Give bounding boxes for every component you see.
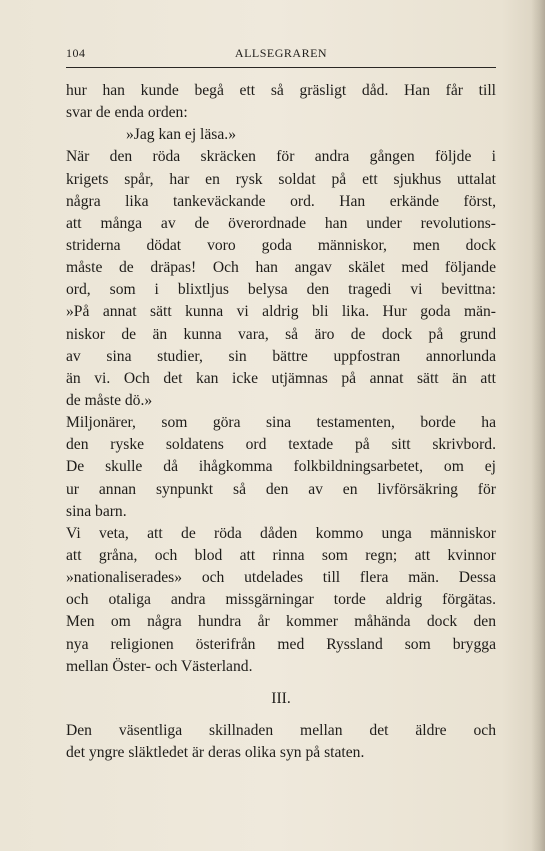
text-line: niskor de än kunna vara, så äro de dock på grund (66, 325, 496, 343)
text-line: Vi veta, att de röda dåden kommo unga människor (66, 524, 496, 542)
text-line: av sina studier, sin bättre uppfostran annorlunda (66, 347, 496, 365)
page-edge-shadow (531, 0, 545, 851)
section-gap (66, 710, 496, 720)
text-line: mellan Öster- och Västerland. (66, 657, 253, 675)
text-line: De skulle då ihågkomma folkbildningsarbetet, om ej (66, 458, 496, 476)
text-line: måste de dräpas! Och han angav skälet med följande (66, 259, 496, 277)
text-line: »Jag kan ej läsa.» (126, 126, 236, 144)
text-line: och otaliga andra missgärningar torde aldrig förgätas. (66, 591, 496, 609)
header-rule (66, 67, 496, 68)
text-line: att gråna, och blod att rinna som regn; att kvinnor (66, 546, 496, 564)
text-line: de måste dö.» (66, 391, 153, 409)
text-line: »På annat sätt kunna vi aldrig bli lika. Hur goda män- (66, 303, 496, 321)
body-text (66, 80, 496, 764)
text-line: ord, som i blixtljus belysa den tragedi vi bevittna: (66, 281, 496, 299)
page-number: 104 (66, 46, 86, 60)
text-line: ur annan synpunkt så den av en livförsäkring för (66, 480, 496, 498)
running-header (66, 46, 496, 64)
text-line: några lika tankeväckande ord. Han erkände först, (66, 192, 496, 210)
text-line: krigets spår, har en rysk soldat på ett sjukhus uttalat (66, 170, 496, 188)
section-gap (66, 678, 496, 688)
text-line: hur han kunde begå ett så gräsligt dåd. Han får till (66, 82, 496, 99)
text-line: Den väsentliga skillnaden mellan det äldre och (66, 721, 496, 739)
section-heading: III. (271, 689, 291, 707)
running-title: ALLSEGRAREN (234, 46, 328, 60)
text-line: Miljonärer, som göra sina testamenten, borde ha (66, 414, 496, 432)
text-line: Men om några hundra år kommer måhända dock den (66, 613, 496, 631)
text-line: det yngre släktledet är deras olika syn på staten. (66, 744, 365, 762)
text-line: än vi. Och det kan icke utjämnas på annat sätt än att (66, 369, 496, 387)
text-line: nya religionen österifrån med Ryssland som brygga (66, 635, 496, 653)
text-line: den ryske soldatens ord textade på sitt skrivbord. (66, 436, 496, 454)
text-line: sina barn. (66, 502, 127, 520)
text-line: »nationaliserades» och utdelades till flera män. Dessa (66, 569, 496, 587)
text-line: striderna dödat voro goda människor, men dock (66, 236, 496, 254)
text-line: att många av de överordnade han under revolutions- (66, 214, 496, 232)
text-line: När den röda skräcken för andra gången följde i (66, 148, 496, 166)
text-line: svar de enda orden: (66, 104, 188, 122)
